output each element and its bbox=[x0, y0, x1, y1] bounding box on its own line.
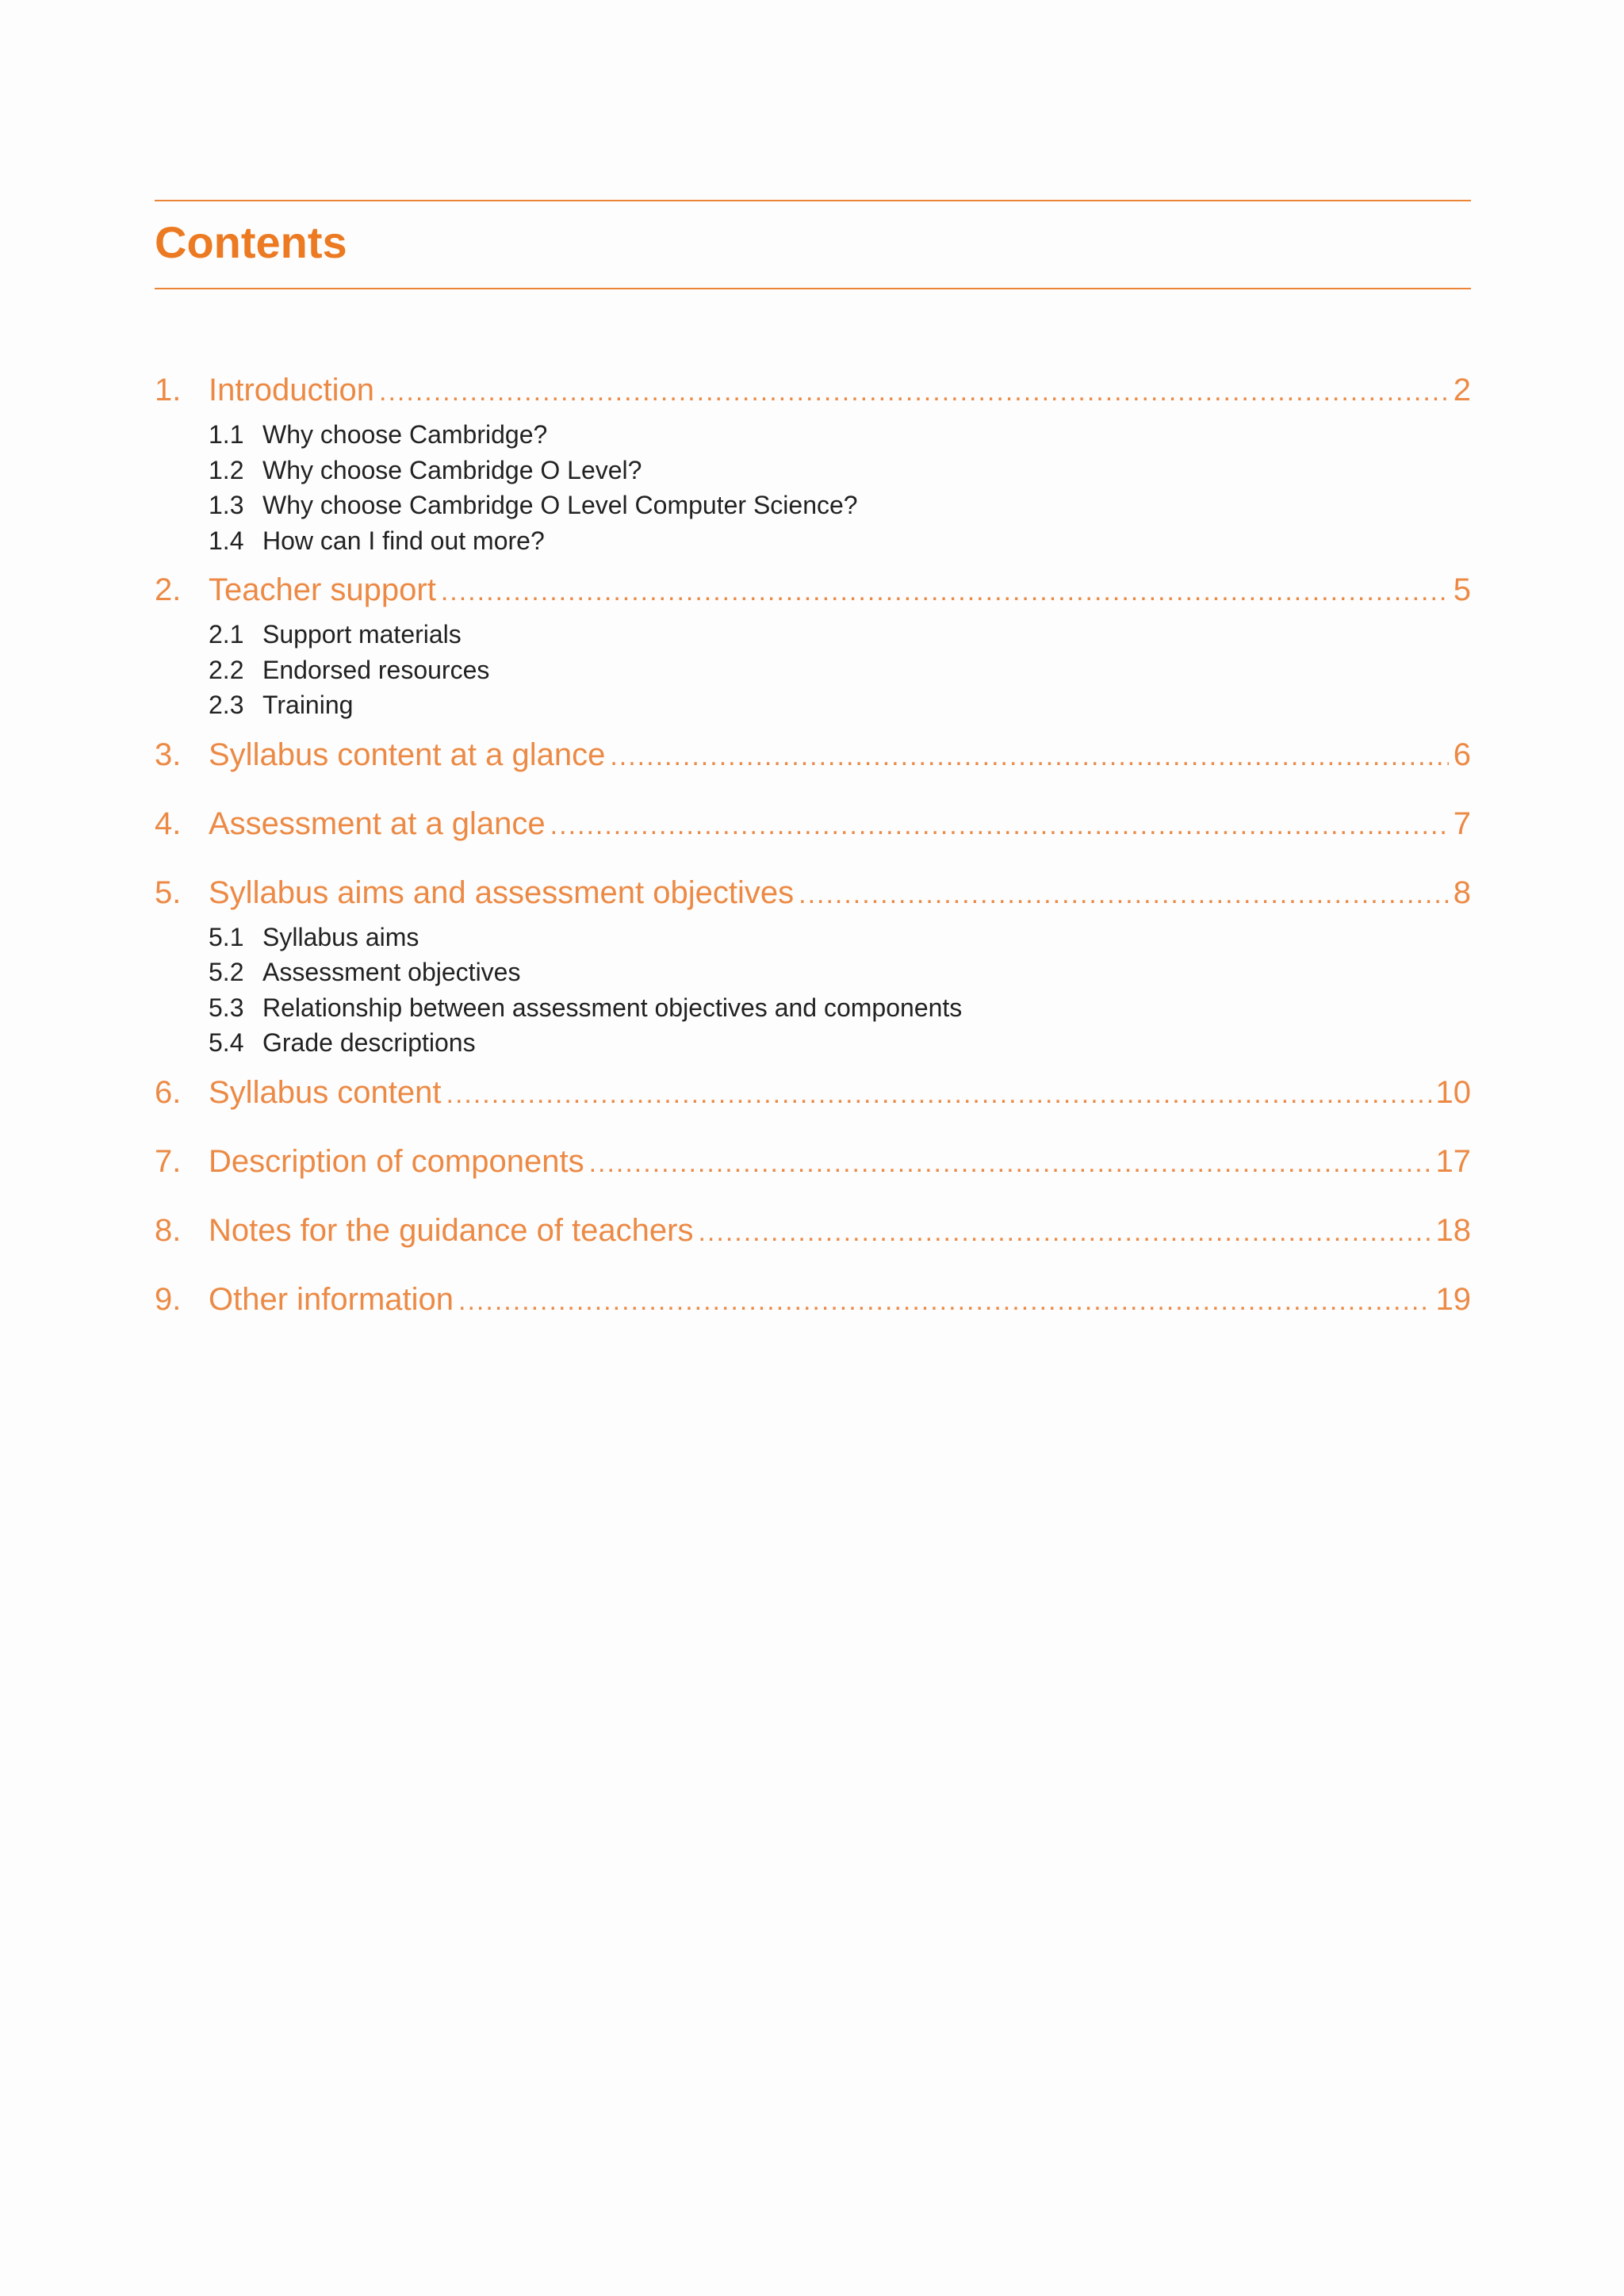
toc-entry-number: 2. bbox=[155, 572, 182, 607]
dot-leader bbox=[589, 1139, 1431, 1187]
toc-entry-page: 2 bbox=[1453, 373, 1471, 408]
toc-entry-page: 10 bbox=[1435, 1074, 1471, 1110]
toc-subsection-number: 1.1 bbox=[209, 420, 244, 449]
heading-top-rule bbox=[155, 200, 1471, 201]
toc-spacer bbox=[155, 1187, 1471, 1207]
toc-subsection-list bbox=[155, 920, 1471, 1061]
toc-subsection[interactable] bbox=[209, 652, 1471, 688]
toc-entry-introduction[interactable] bbox=[155, 366, 1471, 415]
toc-entry-number: 8. bbox=[155, 1212, 182, 1248]
toc-subsection[interactable] bbox=[209, 955, 1471, 990]
toc-subsection[interactable] bbox=[209, 617, 1471, 652]
toc-subsection[interactable] bbox=[209, 417, 1471, 453]
toc-subsection-label: Endorsed resources bbox=[262, 655, 490, 684]
toc-entry-number: 6. bbox=[155, 1074, 182, 1110]
table-of-contents bbox=[155, 366, 1471, 1325]
toc-subsection[interactable] bbox=[209, 990, 1471, 1026]
toc-subsection[interactable] bbox=[209, 920, 1471, 955]
toc-entry-syllabus-content-at-a-glance[interactable] bbox=[155, 731, 1471, 780]
toc-subsection-number: 5.2 bbox=[209, 958, 244, 986]
toc-spacer bbox=[155, 849, 1471, 869]
dot-leader bbox=[441, 568, 1449, 615]
toc-subsection-label: Grade descriptions bbox=[262, 1028, 476, 1057]
toc-entry-number: 7. bbox=[155, 1143, 182, 1179]
dot-leader bbox=[446, 1070, 1431, 1118]
toc-spacer bbox=[155, 1118, 1471, 1138]
toc-entry-label[interactable]: Syllabus aims and assessment objectives bbox=[209, 874, 795, 910]
toc-entry-page: 8 bbox=[1453, 874, 1471, 910]
toc-subsection-label: Syllabus aims bbox=[262, 922, 419, 951]
toc-subsection-list bbox=[155, 617, 1471, 723]
toc-entry-syllabus-content[interactable] bbox=[155, 1069, 1471, 1118]
toc-entry-page: 5 bbox=[1453, 572, 1471, 607]
toc-subsection[interactable] bbox=[209, 523, 1471, 559]
toc-entry-other-information[interactable] bbox=[155, 1276, 1471, 1325]
toc-entry-notes-for-teachers[interactable] bbox=[155, 1207, 1471, 1256]
toc-entry-description-of-components[interactable] bbox=[155, 1138, 1471, 1187]
toc-subsection-label: Why choose Cambridge O Level Computer Science? bbox=[262, 491, 858, 519]
toc-subsection-number: 1.4 bbox=[209, 526, 244, 555]
toc-entry-page: 19 bbox=[1435, 1281, 1471, 1317]
toc-entry-label[interactable]: Syllabus content bbox=[209, 1074, 442, 1110]
toc-entry-label[interactable]: Syllabus content at a glance bbox=[209, 737, 606, 772]
toc-subsection[interactable] bbox=[209, 488, 1471, 523]
toc-subsection-number: 1.2 bbox=[209, 455, 244, 484]
dot-leader bbox=[610, 733, 1448, 780]
page-title: Contents bbox=[155, 217, 347, 267]
toc-subsection-number: 2.3 bbox=[209, 691, 244, 719]
toc-subsection[interactable] bbox=[209, 453, 1471, 488]
toc-entry-syllabus-aims[interactable] bbox=[155, 869, 1471, 918]
toc-subsection-label: Assessment objectives bbox=[262, 958, 521, 986]
dot-leader bbox=[458, 1277, 1431, 1325]
toc-entry-teacher-support[interactable] bbox=[155, 566, 1471, 615]
toc-entry-number: 1. bbox=[155, 373, 182, 408]
toc-subsection-number: 2.2 bbox=[209, 655, 244, 684]
toc-subsection-label: Why choose Cambridge? bbox=[262, 420, 548, 449]
dot-leader bbox=[379, 368, 1449, 415]
dot-leader bbox=[550, 802, 1449, 849]
toc-entry-label[interactable]: Teacher support bbox=[209, 572, 436, 607]
toc-entry-number: 9. bbox=[155, 1281, 182, 1317]
toc-entry-label[interactable]: Other information bbox=[209, 1281, 454, 1317]
toc-entry-label[interactable]: Notes for the guidance of teachers bbox=[209, 1212, 694, 1248]
toc-entry-number: 3. bbox=[155, 737, 182, 772]
toc-entry-number: 4. bbox=[155, 806, 182, 841]
toc-entry-page: 6 bbox=[1453, 737, 1471, 772]
heading-bottom-rule bbox=[155, 288, 1471, 289]
toc-entry-number: 5. bbox=[155, 874, 182, 910]
dot-leader bbox=[799, 871, 1449, 918]
toc-subsection-number: 1.3 bbox=[209, 491, 244, 519]
toc-spacer bbox=[155, 1256, 1471, 1276]
toc-entry-page: 17 bbox=[1435, 1143, 1471, 1179]
toc-subsection[interactable] bbox=[209, 687, 1471, 723]
toc-entry-label[interactable]: Description of components bbox=[209, 1143, 584, 1179]
toc-subsection-number: 5.4 bbox=[209, 1028, 244, 1057]
toc-entry-label[interactable]: Introduction bbox=[209, 373, 375, 408]
toc-subsection-list bbox=[155, 417, 1471, 558]
toc-subsection-label: Support materials bbox=[262, 620, 462, 649]
toc-subsection-label: Training bbox=[262, 691, 354, 719]
toc-subsection-number: 5.1 bbox=[209, 922, 244, 951]
toc-subsection-number: 2.1 bbox=[209, 620, 244, 649]
toc-entry-assessment-at-a-glance[interactable] bbox=[155, 800, 1471, 849]
toc-entry-page: 7 bbox=[1453, 806, 1471, 841]
dot-leader bbox=[698, 1208, 1431, 1256]
toc-subsection-number: 5.3 bbox=[209, 993, 244, 1022]
toc-subsection-label: How can I find out more? bbox=[262, 526, 545, 555]
toc-subsection[interactable] bbox=[209, 1025, 1471, 1061]
toc-spacer bbox=[155, 780, 1471, 800]
toc-entry-label[interactable]: Assessment at a glance bbox=[209, 806, 546, 841]
toc-entry-page: 18 bbox=[1435, 1212, 1471, 1248]
toc-subsection-label: Relationship between assessment objectives and components bbox=[262, 993, 963, 1022]
toc-subsection-label: Why choose Cambridge O Level? bbox=[262, 455, 642, 484]
